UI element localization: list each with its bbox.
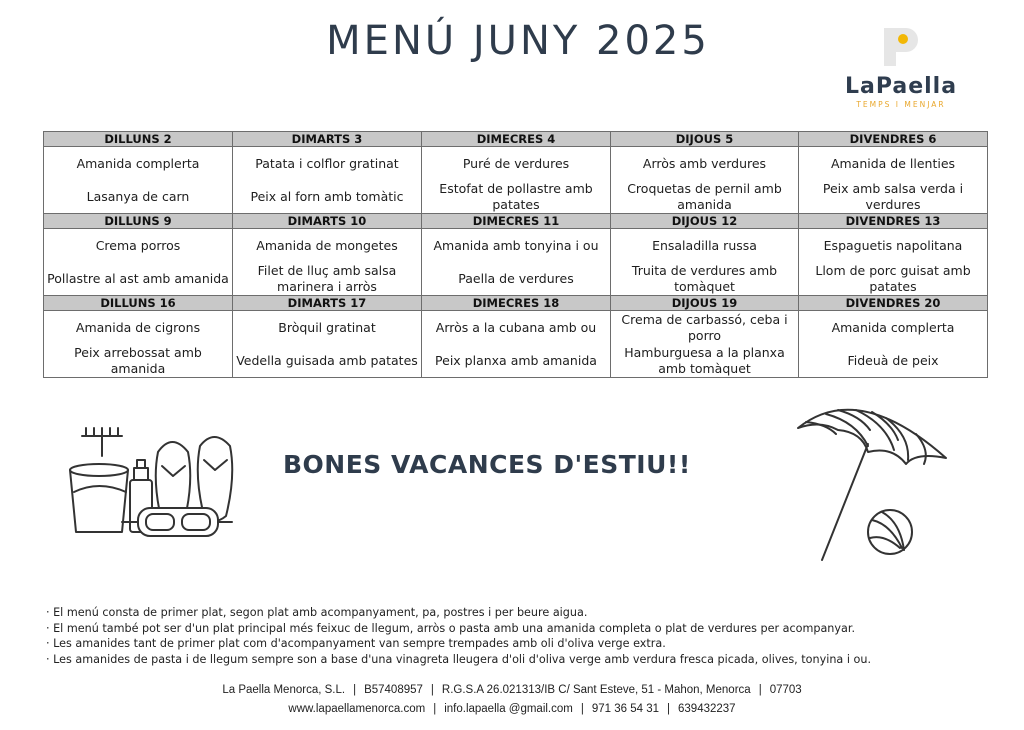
day-header: DIVENDRES 20	[799, 296, 988, 311]
first-dish: Arròs a la cubana amb ou	[435, 319, 597, 335]
first-dish: Puré de verdures	[462, 155, 570, 171]
paella-logo-icon	[826, 14, 976, 74]
beach-toys-icon	[62, 422, 252, 554]
second-dish: Croquetas de pernil amb amanida	[627, 180, 782, 212]
first-dish: Amanida de cigrons	[75, 319, 201, 335]
second-dish: Estofat de pollastre amb patates	[439, 180, 593, 212]
day-cell	[233, 229, 422, 296]
first-dish: Espaguetis napolitana	[823, 237, 963, 253]
website-link[interactable]: www.lapaellamenorca.com	[288, 703, 426, 715]
day-cell	[44, 229, 233, 296]
day-cell	[422, 229, 611, 296]
logo-name: LaPaella	[844, 74, 958, 99]
second-dish: Llom de porc guisat amb patates	[815, 262, 971, 294]
note-line: · El menú també pot ser d'un plat principal més feixuc de llegum, arròs o pasta amb una amanida completa o plat de verdures per acompanyar.	[46, 621, 856, 635]
first-dish: Ensaladilla russa	[652, 237, 757, 253]
footer-line-2: www.lapaellamenorca.com | info.lapaella @gmail.com | 971 36 54 31 | 639432237	[288, 703, 736, 715]
day-cell	[233, 311, 422, 378]
day-header: DIMECRES 4	[422, 132, 611, 147]
week-dishes-row	[44, 229, 988, 296]
day-header: DIVENDRES 13	[799, 214, 988, 229]
day-header: DILLUNS 16	[44, 296, 233, 311]
beach-umbrella-icon	[786, 392, 956, 564]
footer	[0, 681, 1024, 719]
first-dish: Crema de carbassó, ceba i porro	[621, 311, 788, 343]
second-dish: Paella de verdures	[458, 270, 574, 286]
second-dish: Pollastre al ast amb amanida	[47, 270, 229, 286]
day-header: DIJOUS 19	[611, 296, 799, 311]
second-dish: Fideuà de peix	[847, 352, 939, 368]
week-header-row	[44, 132, 988, 147]
day-cell	[611, 311, 799, 378]
week-header-row	[44, 214, 988, 229]
second-dish: Peix planxa amb amanida	[435, 352, 597, 368]
day-header: DIMECRES 11	[422, 214, 611, 229]
day-cell	[799, 229, 988, 296]
first-dish: Amanida amb tonyina i ou	[433, 237, 599, 253]
day-header: DIJOUS 5	[611, 132, 799, 147]
second-dish: Vedella guisada amb patates	[236, 352, 418, 368]
note-line: · Les amanides tant de primer plat com d'acompanyament van sempre trempades amb oli d'oliva verge extra.	[46, 637, 666, 651]
day-header: DIVENDRES 6	[799, 132, 988, 147]
day-header: DILLUNS 9	[44, 214, 233, 229]
vacation-banner: BONES VACANCES D'ESTIU!!	[283, 450, 691, 479]
day-cell	[422, 311, 611, 378]
second-dish: Peix arrebossat amb amanida	[74, 344, 202, 376]
page-title: MENÚ JUNY 2025	[326, 18, 710, 64]
logo	[826, 14, 976, 109]
company-postcode: 07703	[769, 684, 802, 696]
day-cell	[611, 147, 799, 214]
day-cell	[799, 311, 988, 378]
first-dish: Amanida complerta	[76, 155, 200, 171]
first-dish: Amanida de llenties	[830, 155, 956, 171]
first-dish: Bròquil gratinat	[278, 319, 376, 335]
menu-notes	[46, 605, 871, 667]
day-header: DILLUNS 2	[44, 132, 233, 147]
day-cell	[422, 147, 611, 214]
first-dish: Arròs amb verdures	[642, 155, 767, 171]
day-header: DIMARTS 17	[233, 296, 422, 311]
company-name: La Paella Menorca, S.L.	[222, 684, 346, 696]
phone-number: 971 36 54 31	[591, 703, 660, 715]
email-link[interactable]: info.lapaella @gmail.com	[444, 703, 573, 715]
menu-table	[43, 131, 988, 378]
day-cell	[611, 229, 799, 296]
company-cif: B57408957	[364, 684, 423, 696]
second-dish: Peix al forn amb tomàtic	[250, 188, 404, 204]
first-dish: Amanida de mongetes	[256, 237, 398, 253]
day-header: DIMARTS 10	[233, 214, 422, 229]
company-address: R.G.S.A 26.021313/IB C/ Sant Esteve, 51 - Mahon, Menorca	[441, 684, 751, 696]
second-dish: Filet de lluç amb salsa marinera i arròs	[257, 262, 397, 294]
second-dish: Lasanya de carn	[86, 188, 190, 204]
second-dish: Truita de verdures amb tomàquet	[631, 262, 778, 294]
day-cell	[44, 147, 233, 214]
week-dishes-row	[44, 147, 988, 214]
day-cell	[44, 311, 233, 378]
first-dish: Crema porros	[95, 237, 181, 253]
logo-tagline: TEMPS I MENJAR	[856, 100, 946, 109]
mobile-number: 639432237	[678, 703, 736, 715]
note-line: · El menú consta de primer plat, segon plat amb acompanyament, pa, postres i per beure aigua.	[46, 606, 588, 619]
second-dish: Peix amb salsa verda i verdures	[822, 180, 964, 212]
second-dish: Hamburguesa a la planxa amb tomàquet	[624, 344, 785, 376]
day-header: DIMECRES 18	[422, 296, 611, 311]
day-cell	[799, 147, 988, 214]
week-dishes-row	[44, 311, 988, 378]
day-cell	[233, 147, 422, 214]
week-header-row	[44, 296, 988, 311]
note-line: · Les amanides de pasta i de llegum sempre son a base d'una vinagreta lleugera d'oli d'oliva verge amb verdura fresca picada, olives, tonyina i ou.	[46, 652, 871, 666]
footer-line-1: La Paella Menorca, S.L. | B57408957 | R.G.S.A 26.021313/IB C/ Sant Esteve, 51 - Mahon, Menorca | 07703	[222, 684, 802, 696]
first-dish: Amanida complerta	[831, 319, 955, 335]
day-header: DIMARTS 3	[233, 132, 422, 147]
day-header: DIJOUS 12	[611, 214, 799, 229]
first-dish: Patata i colflor gratinat	[255, 155, 399, 171]
